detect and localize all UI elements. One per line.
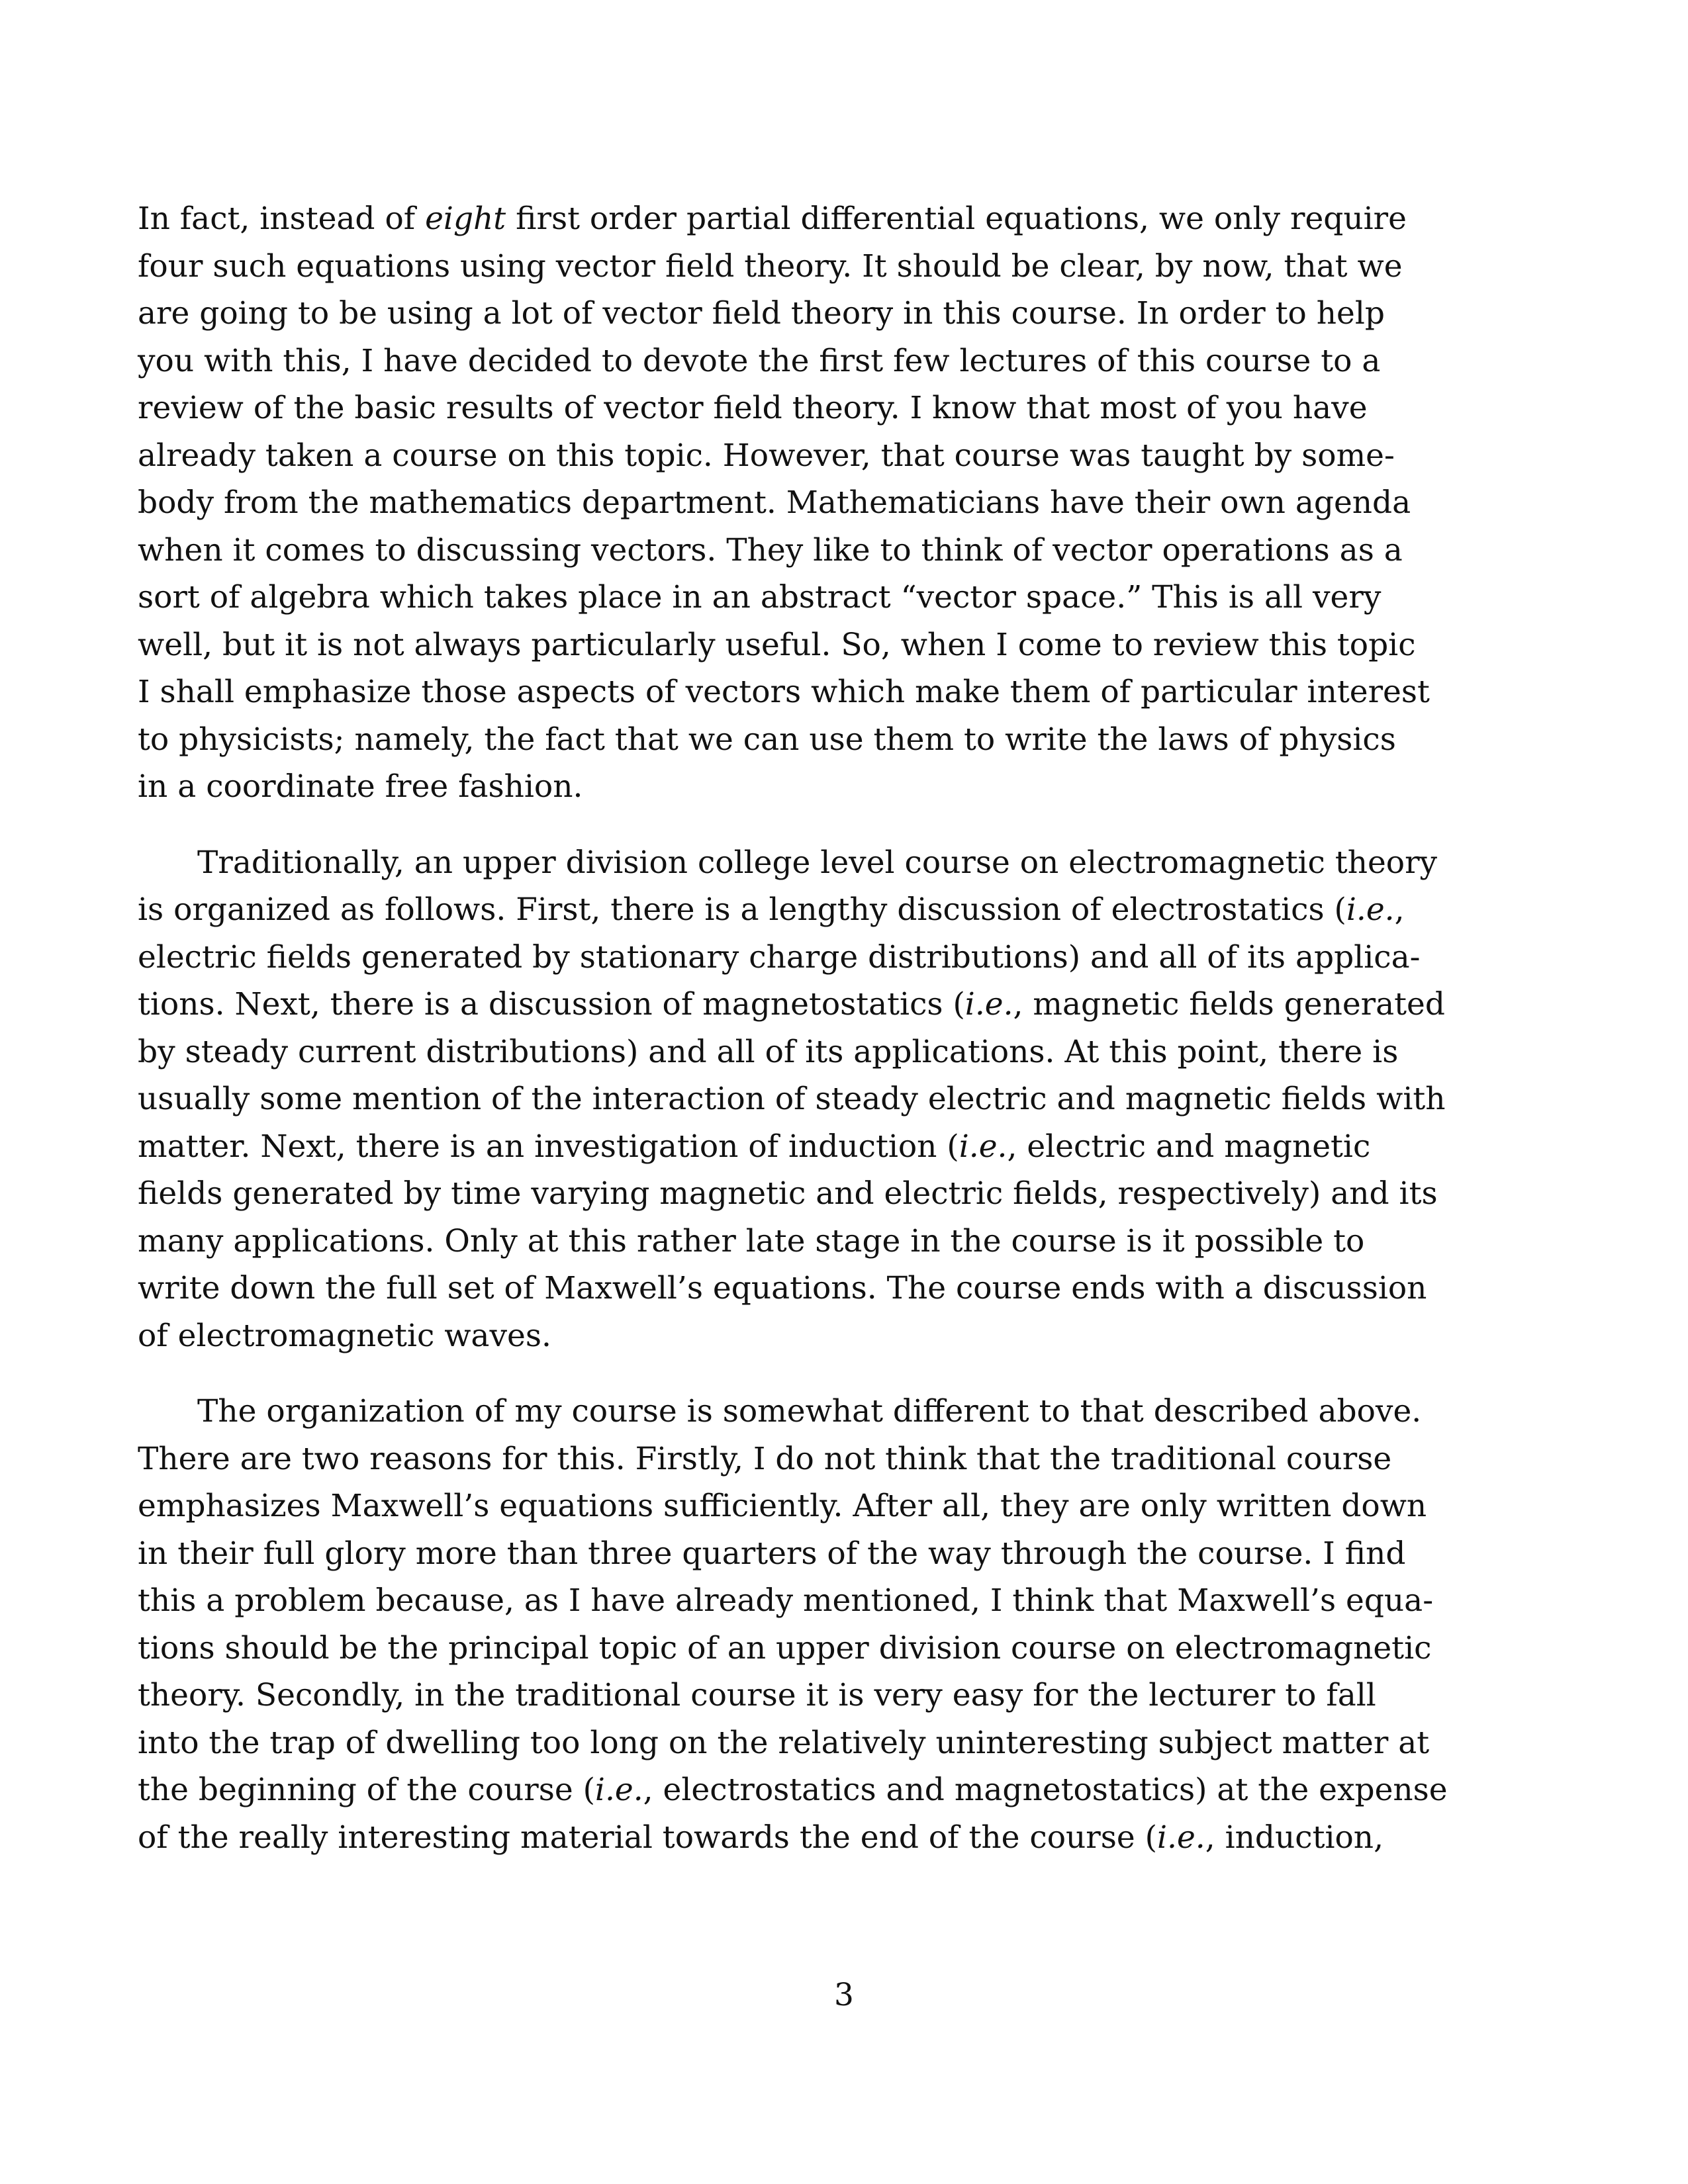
page-body [138,195,1511,1861]
text-line: four such equations using vector field theory. It should be clear, by now, that we [138,248,1403,285]
text-line: body from the mathematics department. Mathematicians have their own agenda [138,484,1411,521]
text-line: in their full glory more than three quarters of the way through the course. I find [138,1535,1406,1572]
paragraph [138,839,1511,1360]
text-line: in a coordinate free fashion. [138,768,583,805]
text-line: into the trap of dwelling too long on the relatively uninteresting subject matter at [138,1724,1430,1761]
text-line: matter. Next, there is an investigation of induction (i.e., electric and magnetic [138,1128,1371,1165]
text-line: usually some mention of the interaction of steady electric and magnetic fields with [138,1081,1446,1117]
text-line: well, but it is not always particularly useful. So, when I come to review this topic [138,626,1416,663]
text-line: I shall emphasize those aspects of vectors which make them of particular interest [138,674,1430,710]
text-line: In fact, instead of eight first order partial differential equations, we only require [138,201,1407,237]
text-line: electric fields generated by stationary charge distributions) and all of its applica- [138,938,1421,976]
text-line: many applications. Only at this rather late stage in the course is it possible to [138,1222,1365,1259]
paragraph [138,195,1511,811]
text-line: There are two reasons for this. Firstly, I do not think that the traditional course [138,1440,1392,1477]
text-line: fields generated by time varying magnetic and electric fields, respectively) and its [138,1175,1438,1212]
text-line: already taken a course on this topic. However, that course was taught by some- [138,437,1395,474]
text-line: sort of algebra which takes place in an abstract “vector space.” This is all very [138,579,1382,615]
text-line: the beginning of the course (i.e., electrostatics and magnetostatics) at the expense [138,1772,1448,1808]
text-line: by steady current distributions) and all of its applications. At this point, there is [138,1033,1399,1070]
text-line: are going to be using a lot of vector field theory in this course. In order to help [138,295,1385,332]
page-number: 3 [834,1977,854,2013]
text-line: The organization of my course is somewhat different to that described above. [197,1393,1422,1430]
text-line: emphasizes Maxwell’s equations sufficiently. After all, they are only written down [138,1488,1427,1524]
text-line: this a problem because, as I have already mentioned, I think that Maxwell’s equa- [138,1582,1434,1619]
text-line: of electromagnetic waves. [138,1317,551,1354]
text-line: tions should be the principal topic of an upper division course on electromagnetic [138,1629,1432,1666]
text-line: tions. Next, there is a discussion of magnetostatics (i.e., magnetic fields generated [138,986,1445,1023]
text-line: to physicists; namely, the fact that we can use them to write the laws of physics [138,721,1396,758]
text-line: is organized as follows. First, there is a lengthy discussion of electrostatics (i.e., [138,891,1405,928]
text-line: theory. Secondly, in the traditional course it is very easy for the lecturer to fall [138,1677,1376,1713]
text-line: write down the full set of Maxwell’s equations. The course ends with a discussion [138,1270,1427,1306]
text-line: you with this, I have decided to devote the first few lectures of this course to a [138,342,1381,379]
text-line: review of the basic results of vector field theory. I know that most of you have [138,390,1368,426]
text-line: of the really interesting material towards the end of the course (i.e., induction, [138,1819,1384,1856]
paragraph [138,1388,1511,1861]
text-line: Traditionally, an upper division college level course on electromagnetic theory [197,844,1438,881]
text-line: when it comes to discussing vectors. They like to think of vector operations as a [138,531,1403,569]
